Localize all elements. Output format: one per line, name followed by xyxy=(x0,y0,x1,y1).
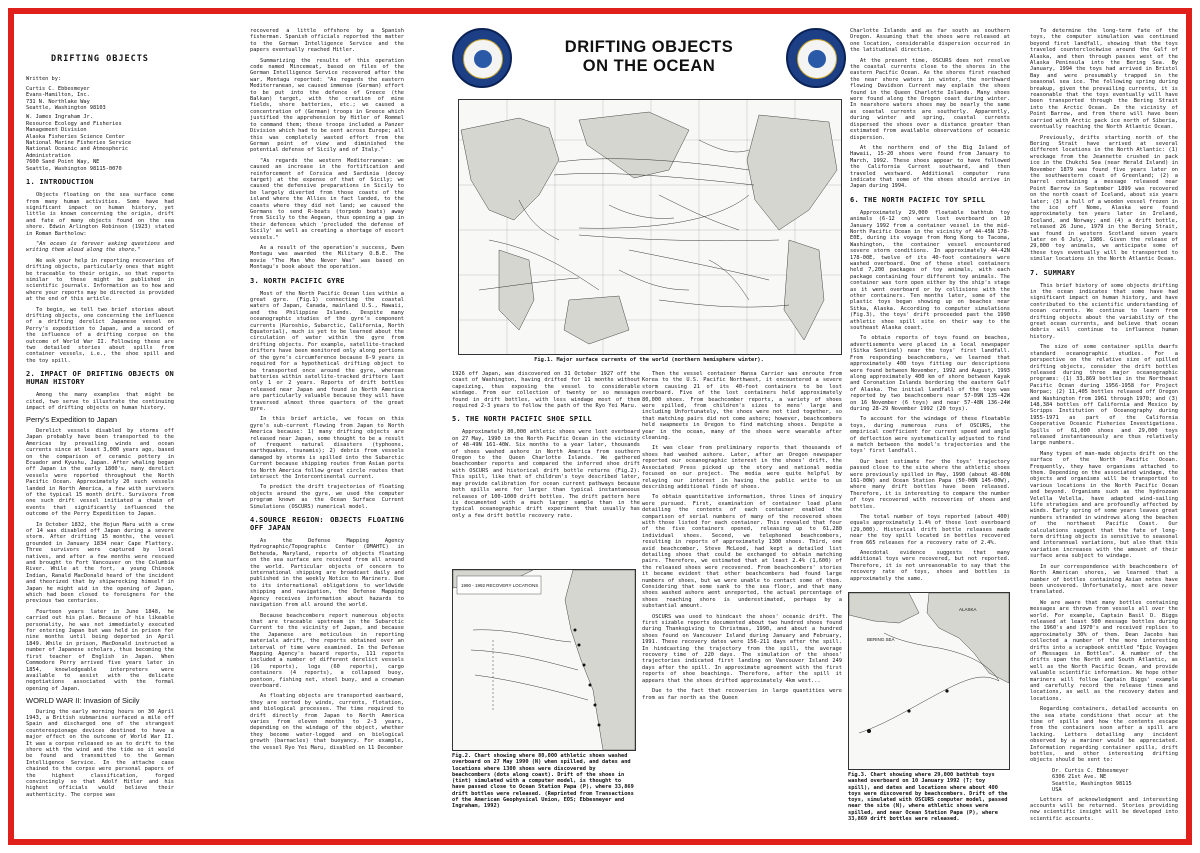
column-2 xyxy=(250,28,404,838)
paragraph: As the Defense Mapping Agency Hydrographic/Topographic Center (DMAHTC) in Bethesda, Maryland, reports of objects floating on the sea surface are received from all around the world. Particular objects of concern to international shipping are broadcast daily and published in the weekly Notice to Mariners. Due to its international obligations to worldwide shipping and navigation, the Defense Mapping Agency receives information about hazards to navigation from all around the world. xyxy=(250,538,404,609)
paragraph: In this brief article, we focus on this gyre's sub-current flowing from Japan to North America because: 1) many drifting objects are released near Japan, some thought to be a result of frequent natural disasters (typhoons, earthquakes, tsunamis); 2) debris from vessels damaged by storms is spilled into the Subarctic Current because shipping routes from Asian ports to North America follow great circle routes that intersect the Intercontinental current. xyxy=(250,416,404,480)
column-4 xyxy=(642,371,842,841)
section-heading: 3. NORTH PACIFIC GYRE xyxy=(250,276,345,285)
paragraph: As floating objects are transported eastward, they are sorted by winds, currents, flotation, and biological processes. The time required to drift directly from Japan to North America varies from eleven months to 2-3 years, depending on the windage of the object, whether they become water-logged and on biological growth (barnacles) that buoyancy. For example, the vessel Ryo Yei Maru, disabled on 11 December xyxy=(250,693,404,751)
world-currents-map-image xyxy=(459,100,841,354)
paragraph: To obtain quantitative information, three lines of inquiry were pursued. First, examination of container load plans detailing the contents of each container enabled the comparison of serial numbers of many of the recovered shoes with those listed for each container. This revealed that four of the five containers opened, releasing up to 61,280 individual shoes. Second, we telephoned beachcombers, resulting in reports of approximately 1300 shoes. Third, one avid beachcomber, Steve McLeod, had kept a detailed list detailing shoes that could be exchanged to obtain matching pairs. Therefore, we estimated that at least 2.4% (1,600) of the released shoes were recovered. From beachcombers' stories it became evident that other beachcombers had found large numbers of shoes, but we were unable to contact some of them. Considering that some sank to the sea floor, and that many shoes washed ashore went unreported, the actual percentage of shoes reaching shore is underestimated, perhaps by a substantial amount. xyxy=(642,494,842,610)
author-2-street: 7600 Sand Point Way, NE xyxy=(26,159,100,166)
paragraph: To obtain reports of toys found on beaches, advertisements were placed in a local newspaper (Sitka Sentinel) near the toys' first landfall. From responding beachcombers, we learned that approximately 400 toys fitting our descriptions were found between November, 1992 and August, 1993 along approximately 400 km of shore between Kayak and Coronation Islands bordering the eastern Gulf of Alaska. The initial landfall of the toys was reported by two beachcombers near 57-09N 135-42W on 16 November (6 toys) and near 57-48N 136-24W during 28-29 November 1992 (20 toys). xyxy=(850,335,1010,412)
paragraph: Because beachcombers report numerous objects that are traceable upstream in the Subarctic Current to the vicinity of Japan, and because the Japanese are meticulous in reporting materials adrift, the reports obtained over an interval of time were examined. In the Defense Mapping Agency's hazard reports, 111 reports included a number of different derelict vessels (16 reports), logs (60 reports), cargo containers (4 reports), a collapsed buoy, pontoon, fishing net, steel buoy, and a crewman overboard. xyxy=(250,612,404,689)
paragraph: We ask your help in reporting recoveries of drifting objects, particularly ones that might be traceable to their origin, so that reports similar to these might be published in scientific journals. Information as to how and where your reports may be directed is provided at the end of this article. xyxy=(26,257,174,303)
figure-2-title: 1990 - 1992 RECOVERY LOCATIONS xyxy=(461,583,539,588)
paragraph: To predict the drift trajectories of floating objects around the gyre, we used the computer program known as the Ocean Surface Current Simulations (OSCURS) numerical model. xyxy=(250,484,404,510)
figure-2-caption: Fig.2. Chart showing where 80,000 athletic shoes washed overboard on 27 May 1990 (N) when spilled, and dates and locations where 1300 shoes were discovered by beachcombers (dots along coast). Drift of the shoes in (tint) simulated with a computer model, is thought to have passed close to Ocean Station Papa (P), where 33,869 drift bottles were released. (Reprinted from Transactions of the American Geophysical Union, EOS; Ebbesmeyer and Ingraham, 1992) xyxy=(452,753,634,810)
paragraph: Among the many examples that might be cited, two serve to illustrate the continuing impact of drifting objects on human history. xyxy=(26,392,174,412)
author-2-name: W. James Ingraham Jr. xyxy=(26,114,93,121)
paragraph: Due to the fact that recoveries in large quantities were from as far north as the Queen xyxy=(642,688,842,701)
paragraph: The size of some container spills dwarfs standard oceanographic studies. For a perspective on the relative size of spilled drifting objects, consider the drift bottles released during three major oceanographic programs: (1) 33,869 bottles in the Northeast Pacific Ocean during 1956-1958 for Project Norpac; (2) 11,405 bottles released off Oregon and Washington from 1961 through 1970; and (3) 148,384 bottles off California and Mexico by Scripps Institution of Oceanography during 1955-1971 as part of the California Cooperative Oceanic Fisheries Investigations. Spills of 61,000 shoes and 29,000 toys released instantaneously are thus relatively large numbers. xyxy=(1030,344,1178,447)
subsection-heading: Perry's Expedition to Japan xyxy=(26,415,118,425)
paragraph: To determine the long-term fate of the toys, the computer simulation was continued beyond first landfall, showing that the toys traveled counterclockwise around the Gulf of Alaska, and then through passes west of the Alaska Peninsula into the Bering Sea. By January, 1994 the toys had arrived in Bristol Bay and were presumably trapped in the seasonal sea ice. The following spring during breakup, given the prevailing currents, it is reasonable that the toys eventually will have been transported through the Bering Strait into the Arctic Ocean. In the vicinity of Point Barrow, and from there will have been carried with Arctic pack ice north of Siberia, eventually reaching the North Atlantic Ocean. xyxy=(1030,28,1178,131)
shoe-recovery-map-image xyxy=(453,570,635,750)
paragraph: This brief history of some objects drifting in the ocean indicates that some have had significant impact on human history, and have contributed to the scientific understanding of ocean currents. We continue to learn from drifting objects about the variability of the great ocean currents, and believe that ocean debris will continue to influence human history. xyxy=(1030,282,1178,340)
section-heading: 1. INTRODUCTION xyxy=(26,178,94,187)
author-1-city: Seattle, Washington 98103 xyxy=(26,105,106,112)
written-by: Written by: xyxy=(26,76,62,83)
main-title-line-2: ON THE OCEAN xyxy=(582,57,716,75)
figure-2-shoe-recovery-map xyxy=(452,569,636,751)
quote: "An ocean is forever asking questions and writing them aloud along the shore." xyxy=(26,240,174,254)
author-2-org: National Marine Fisheries Service xyxy=(26,140,132,147)
section-heading: 4.SOURCE REGION: OBJECTS FLOATING OFF JAPAN xyxy=(250,516,404,533)
figure-3-caption: Fig.3. Chart showing where 29,000 bathtub toys washed overboard on 10 January 1992 (T; toy spill), and dates and locations where about 400 toys were discovered by beachcombers. Drift of the toys, simulated with OSCURS computer model, passed near the site (N), where athletic shoes were spilled, and near Ocean Station Papa (P), where 33,869 drift bottles were released. xyxy=(848,772,1008,823)
section-heading: 6. THE NORTH PACIFIC TOY SPILL xyxy=(850,195,986,204)
paragraph: Summarizing the results of this operation code named Mincemeat, based on files of the German Intelligence Service recovered after the war, Montagu reported: "As regards the eastern Mediterranean, we caused immense (German) effort to be put into the defence of Greece (the Balkan) target, with the creation of mine fields, shore batteries, etc.; we caused a concentration of (German) troops in Greece which justified the apprehension by Hitler of Rommel to command them; these troops included a Panzer Division which had to be sent across Europe; all this was completely wasted effort from the German point of view and diminished the potential defense of Sicily and of Italy." xyxy=(250,57,404,154)
dma-seal-logo xyxy=(786,28,846,88)
paragraph: Objects floating on the sea surface come from many human activities. Some have had significant impact on human history, yet little is known concerning the origin, drift and fate of many objects found on the sea shore. Edwin Arlington Robinson (1923) stated in Roman Bartholow: xyxy=(26,192,174,237)
paragraph: Letters of acknowledgment and interesting accounts will be returned. Stories providing new scientific insight will be developed into scientific accounts. xyxy=(1030,796,1178,822)
paragraph: Many types of man-made objects drift on the surface of the North Pacific Ocean. Frequently, they have organisms attached to them. Depending on the associated windage, the objects and organisms will be transported to various locations in the North Pacific Ocean and beyond. Organisms such as the hydrozoan Velella Velella, have adapted wind-sailing life strategies and are profoundly affected by winds. Early spring of some years leaves great numbers stranded in windrows along the beaches of the northwest Pacific Coast. Our calculations suggest that the fate of long-term drifting objects is sensitive to seasonal and interannual variations, but also that this variation increases with the amount of their surface area subject to windage. xyxy=(1030,450,1178,560)
paragraph: It was clear from preliminary reports that thousands of shoes had washed ashore. Later, after an Oregon newspaper reported our oceanographic interest in the shoes' drift, the Associated Press picked up the story and national media focused on our project. The media were quite helpful by relaying our interest in having the public write to us describing additional finds of shoes. xyxy=(642,445,842,490)
paragraph: At the present time, OSCURS does not resolve the coastal currents close to the shores in the eastern Pacific Ocean. As the shores first reached the near shore waters in winter, the northward flowing Davidson Current may explain the shoes found in the Queen Charlotte Islands. Many shoes were found along the Oregon coast during winter. In nearshore waters shoes may be nearly the same as coastal currents are southerly. Apparently, during winter and spring, coastal currents dispersed the shoes over a distance greater than estimated from available observations of oceanic dispersion. xyxy=(850,57,1010,141)
paragraph: At the northern end of the Big Island of Hawaii, 15-20 shoes were found from January to March, 1992. These shoes appear to have followed the California Current southward, and then traveled westward. Additional computer runs indicate that some of the shoes should arrive in Japan during 1994. xyxy=(850,144,1010,190)
paragraph: Anecdotal evidence suggests that many additional toys were recovered, but not reported. Therefore, it is not unreasonable to say that the recovery rate of toys, shoes and bottles is approximately the same. xyxy=(850,550,1010,582)
paragraph: Our best estimate for the toys' trajectory passed close to the site where the athletic shoes were previously spilled in May, 1990 (about 48-00N 161-00W) and Ocean Station Papa (50-00N 145-00W), where many drift bottles have been released. Therefore, it is interesting to compare the number of toys recovered with recoveries of shoes and bottles. xyxy=(850,458,1010,510)
column-1 xyxy=(26,32,174,842)
paragraph: "As regards the western Mediterranean: we caused an increase in the fortification and reinforcement of Corsica and Sardinia (decoy target) at the expense of that of Sicily; we caused the defensive preparations in Sicily to be largely diverted from those coasts of the island where the Allies in fact landed, to the coasts where they did not land; we caused the Germans to send R-boats (torpedo boats) away from Sicily to the Aegean, thus opening a gap in their defences which 'precluded the defense of Sicily' as well as creating a shortage of escort vessels." xyxy=(250,157,404,241)
main-title-line-1: DRIFTING OBJECTS xyxy=(564,38,734,56)
paragraph: In October 1832, the Hojun Maru with a crew of 14 was disabled off Japan during a severe storm. After drifting 15 months, the vessel grounded in January 1834 near Cape Flattery. Three survivors were captured by local natives, and after a few months were rescued and brought to Fort Vancouver on the Columbia River. While at the fort, a young Chinook Indian, Ranald MacDonald heard of the incident and theorized that by shipwrecking himself in Japan he might aid in the opening of Japan, which had been closed to foreigners for the previous two centuries. xyxy=(26,521,174,605)
paragraph: Regarding containers, detailed accounts on the sea state conditions that occur at the time of spills and how the contents escape from the containers soon after a spill are lacking. Letters detailing any incident observed by a mariner would be appreciated. Information regarding container spills, drift bottles, and other interesting drifting objects should be sent to: xyxy=(1030,706,1178,764)
contact-name: Dr. Curtis C. Ebbesmeyer xyxy=(1052,767,1129,774)
navy-seal-logo xyxy=(452,28,512,88)
paragraph: Derelict vessels disabled by storms off Japan probably have been transported to the Americas by prevailing winds and ocean currents since at least 3,000 years ago, based on the comparison of ceramic pottery in Ecuador and Kyushu, Japan. After whaling began off Japan in the early 1800's, many derelict vessels were reported throughout the North Pacific Ocean. Approximately 20 such vessels landed in North America, a few with survivors of the typical 15 month drift. Survivors from one such drift vessel initiated a chain of events that significantly influenced the outcome of the Perry Expedition to Japan. xyxy=(26,427,174,518)
contact-street: 6306 21st Ave. NE xyxy=(1052,774,1107,781)
figure-1-caption: Fig.1. Major surface currents of the world (northern hemisphere winter). xyxy=(534,357,764,363)
author-2-city: Seattle, Washington 98115-0070 xyxy=(26,165,122,172)
author-2-org: National Oceanic and Atmospheric xyxy=(26,146,129,153)
paragraph: Then the vessel container Hansa Carrier was enroute from Korea to the U.S. Pacific Northwest, it encountered a severe storm causing 21 of its 40-foot containers to be lost overboard. Five of the lost containers held approximately 80,000 shoes. From beachcomber reports, a variety of shoes were spilled, from children's sizes to mens' large and including Unfortunately, the shoes were not tied together, so that matching pairs did not come ashore; however, beachcombers held swapmeets in Oregon to find matching shoes. Despite a year in the ocean, many of the shoes were wearable after cleaning. xyxy=(642,371,842,442)
paragraph: We are aware that many bottles containing messages are thrown from vessels all over the world. For example, Captain Basil D. Biggs released at least 500 message bottles during the 1960's and 1970's and received replies to approximately 30% of them. Dean Jacobs has collected a number of the more interesting drifts into a scrapbook entitled "Epic Voyages of Messages in Bottles". A number of the drifts span the North and South Atlantic, as well as the North Pacific Ocean, and provide valuable scientific information. We hope other mariners will follow Captain Biggs' example and carefully record the release times and locations, as well as the recovery dates and locations. xyxy=(1030,599,1178,702)
paragraph: Previously, drifts starting north of the Bering Strait have arrived at several different locations in the North Atlantic: (1) wreckage from the Jeannette crushed in pack ice in the Chukchi Sea (near Herald Island) in November 1879 was found five years later on the southwestern coast of Greenland; (2) a barrel containing a message released near Point Barrow in September 1899 was recovered on the north coast of Iceland, about six years later; (3) a hull of a wooden vessel frozen in the ice off Nome, Alaska were found approximately ten years later in Ireland, Iceland, and Norway; and (4) a drift bottle, released 26 June, 1979 in the Bering Strait, was found in western Scotland seven years later on 6 July, 1986. Given the release of 29,000 toy animals, we anticipate some of these toys eventually will be transported to similar locations in the North Atlantic Ocean. xyxy=(1030,134,1178,263)
paragraph: Fourteen years later in June 1848, he carried out his plan. Because of his likeable personality, he was not immediately executed for entering Japan but was held in prison for nine months until being deported in April 1849. While in prison, MacDonald instructed a number of Japanese scholars, thus becoming the first teacher of English in Japan. When Commodore Perry arrived five years later in 1854, knowledgeable interpreters were available to assist with the delicate negotiations associated with the formal opening of Japan. xyxy=(26,608,174,692)
contact-address xyxy=(1052,768,1178,794)
contact-city: Seattle, Washington 98115 xyxy=(1052,780,1132,787)
paragraph: Approximately 80,000 athletic shoes were lost overboard on 27 May, 1990 in the North Pacific Ocean in the vicinity of 48-49N 161-40W. Six months to a year later, thousands of shoes washed ashore in North America from southern Oregon to the Queen Charlotte Islands. We gathered beachcomber reports and compared the inferred shoe drift with OSCURS and historical drift bottle returns (Fig.2). This spill, like that of children's toys described later, may provide calibration for ocean current pathways because both spills were for larger than typical instantaneous releases of 100-1000 drift bottles. The drift pattern here is documented with a much larger sample than in the typical oceanographic drift experiment that usually has only a few drift bottle recovery rate. xyxy=(452,429,640,519)
document-title: DRIFTING OBJECTS xyxy=(51,54,149,64)
author-1-org: Evans-Hamilton, Inc. xyxy=(26,92,90,99)
paragraph: The total number of toys reported (about 400) equals approximately 1.4% of those lost overboard (29,000). Historical drift bottle releases made near the toy spill located in bottles recovered from 665 releases for a recovery rate of 2.4%. xyxy=(850,514,1010,546)
paragraph: Approximately 29,000 floatable bathtub toy animals (6-12 cm) were lost overboard on 10 January 1992 from a container vessel in the mid-North Pacific Ocean in the vicinity of 44-45N 178-E0E, during its voyage from Hong Kong to Tacoma, Washington, the container vessel encountered severe storm conditions. In approximately 44-42N 178-00E, twelve of its 40-foot containers were washed overboard. One of these steel containers held 7,200 packages of toy animals, with each package containing four different toy animals. The container was torn open either by the ship's stage as it went overboard or by collisions with the other containers. Ten months later, some of the plastic toys began showing up on beaches near Sitka, Alaska. According to computer simulations (Fig.3), the toys' drift proceeded past the 1990 athletic shoe spill site on their way to the southeast Alaska coast. xyxy=(850,209,1010,332)
paragraph: OSCURS was used to hindcast the shoes' oceanic drift. The first sizable reports documented about two hundred shoes found during Thanksgiving to Christmas, 1990, and about a hundred shoes found on Vancouver Island during January and February, 1991. These recovery dates were 156-211 days after the spill. In hindcasting the trajectory from the spill, the average recovery time of 220 days. The simulation of the shoes' trajectories indicated first landing on Vancouver Island 249 days after the spill. In approximate agreement with the first reports of shoe beachings. Therefore, after the spill it appears that the shoes drifted approximately 4km west... xyxy=(642,613,842,684)
figure-3-toy-drift-map xyxy=(848,592,1010,770)
column-3 xyxy=(452,371,640,567)
author-1-name: Curtis C. Ebbesmeyer xyxy=(26,85,90,92)
paragraph: As a result of the operation's success, Ewen Montagu was awarded the Military O.B.E. The movie "The Man Who Never Was" was based on Montagu's book about the operation. xyxy=(250,245,404,271)
section-heading: 7. SUMMARY xyxy=(1030,268,1076,277)
author-1 xyxy=(26,86,174,112)
paragraph: To account for the windage of these floatable toys, during numerous runs of OSCURS, the empirical coefficient for current speed and angle of deflection were systematically adjusted to find a match between the model's trajectories and the toys' first landfall. xyxy=(850,416,1010,455)
subsection-heading: WORLD WAR II: Invasion of Sicily xyxy=(26,696,140,706)
author-2-org: Management Division xyxy=(26,127,87,134)
paragraph: Most of the North Pacific Ocean lies within a great gyre. (Fig.1) connecting the coastal waters of Japan, Canada, mainland U.S., Hawaii, and the Philippine Islands. Despite many oceanographic studies of the gyre's component currents (Kuroshio, Subarctic, California, North Equatorial), much is yet to be learned about the circulation of water within the gyre from drifting objects. For example, satellite-tracked drifters have been monitored only along portions of the gyre's circumference because 6-9 years is required for a hypothetical drifting object to be transported once around the gyre, whereas batteries within satellite-tracked drifters last only 1 or 2 years. Reports of drift bottles released near Japan and found in North America are particularly valuable because they will have traversed almost three quarters of the great gyre. xyxy=(250,290,404,412)
figure-1-world-currents-map xyxy=(458,99,842,355)
paragraph: Charlotte Islands and as far south as southern Oregon. Assuming that the shoes were released at one location, considerable dispersion occurred in the latitudinal direction. xyxy=(850,28,1010,54)
section-heading: 5. THE NORTH PACIFIC SHOE SPILL xyxy=(452,415,592,424)
paragraph: To begin, we tell two brief stories about drifting objects, one concerning the influence of a drifting derelict Japanese vessel on Perry's expedition to Japan, and a second of the influence of a drifting corpse on the outcome of World War II. Following these are two detailed stories about spills from container vessels, i.e., the shoe spill and the toy spill. xyxy=(26,306,174,364)
author-2-org: Alaska Fisheries Science Center xyxy=(26,133,125,140)
section-heading: 2. IMPACT OF DRIFTING OBJECTS ON HUMAN HISTORY xyxy=(26,370,174,387)
paragraph: recovered a little offshore by a Spanish fisherman. Spanish officials reported the matter to the German Intelligence Service and the papers eventually reached Hitler. xyxy=(250,28,404,54)
paragraph: During the early morning hours on 30 April 1943, a British submarine surfaced a mile off Spain and discharged one of the strangest counterespionage devices destined to have a major effect on the outcome of World War II. It was a corpse released so as to drift to the shore with the wind and the tide so it would be found and transmitted to the German Intelligence Service. In the attache case chained to the corpse were personal papers of the highest classification, forged convincingly so that Adolf Hitler and his highest officials would believe their authenticity. The corpse was xyxy=(26,708,174,798)
author-1-street: 731 N. Northlake Way xyxy=(26,98,90,105)
paragraph: 1926 off Japan, was discovered on 31 October 1927 off the coast of Washington, having drifted for 11 months without capsizing, thus exposing the vessel to considerable windage. From our collection of twenty or so messages found in drift bottles, with less windage most of them required 2-3 years to follow the path of the Ryo Yei Maru. xyxy=(452,371,640,410)
poster-header xyxy=(452,28,846,102)
main-title xyxy=(524,38,774,76)
author-2-org: Administration xyxy=(26,152,71,159)
red-border-frame xyxy=(8,8,1192,845)
column-5 xyxy=(850,28,1010,588)
column-6 xyxy=(1030,28,1178,838)
toy-drift-map-image xyxy=(849,593,1009,769)
bering-sea-label: BERING SEA xyxy=(867,637,895,642)
contact-country: USA xyxy=(1052,787,1062,794)
alaska-label: ALASKA xyxy=(959,607,977,612)
author-2 xyxy=(26,114,174,172)
author-2-org: Resource Ecology and Fisheries xyxy=(26,120,122,127)
paragraph: In our correspondence with beachcombers of North American shores, we learned that a number of bottles containing Asian notes have been uncovered. Unfortunately, most are never translated. xyxy=(1030,563,1178,596)
